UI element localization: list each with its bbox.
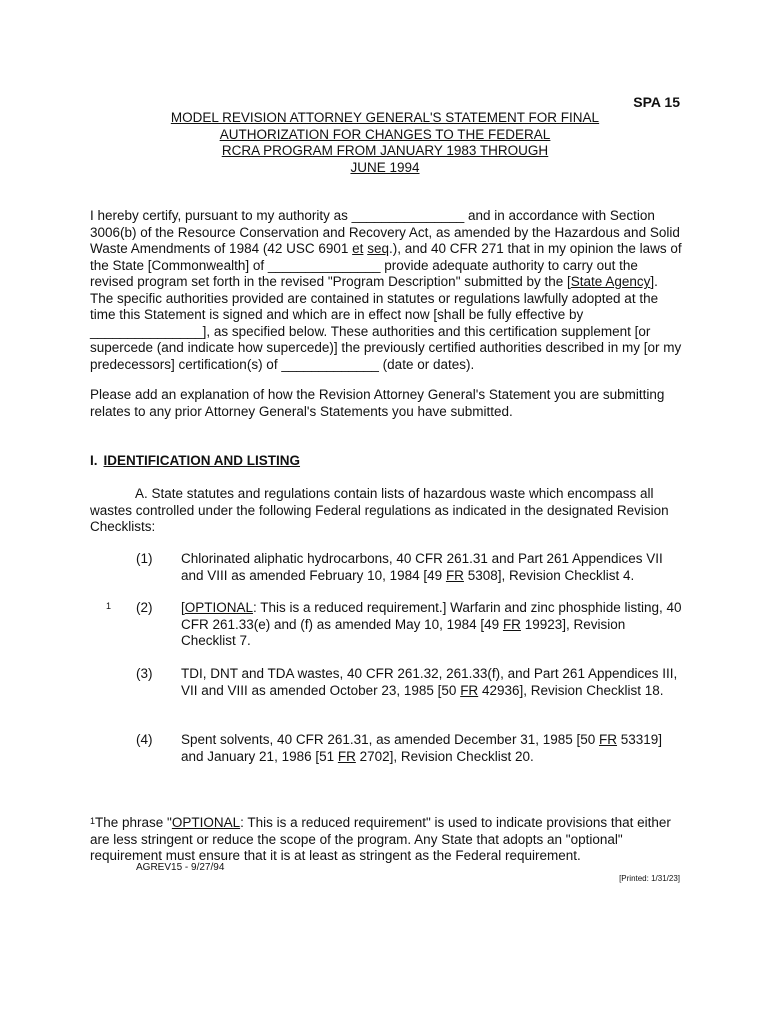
explanation-paragraph: Please add an explanation of how the Revision Attorney General's Statement you are submitting relates to any prior Attorney General's Statements you have submitted.: [90, 387, 665, 419]
title-line: JUNE 1994: [350, 159, 420, 175]
document-title: [90, 110, 680, 176]
title-line: RCRA PROGRAM FROM JANUARY 1983 THROUGH: [221, 143, 549, 158]
section-intro: A. State statutes and regulations contain lists of hazardous waste which encompass all wastes controlled under the following Federal regulations as indicated in the designated Revision Checklists:: [90, 486, 669, 534]
section-heading: I. IDENTIFICATION AND LISTING: [90, 453, 301, 468]
list-item: Spent solvents, 40 CFR 261.31, as amended December 31, 1985 [50 FR 53319] and January 21, 1986 [51 FR 2702], Revision Checklist 20.: [181, 732, 663, 764]
list-item-number: (4): [136, 732, 153, 747]
list-item-number: (2): [136, 600, 153, 615]
footnote-marker: 1: [106, 601, 112, 611]
document-id: SPA 15: [633, 94, 680, 110]
list-item: TDI, DNT and TDA wastes, 40 CFR 261.32, 261.33(f), and Part 261 Appendices III, VII and VIII as amended October 23, 1985 [50 FR 42936], Revision Checklist 18.: [181, 666, 678, 698]
revision-code: AGREV15 - 9/27/94: [136, 862, 225, 873]
list-item: [OPTIONAL: This is a reduced requirement.] Warfarin and zinc phosphide listing, 40 CFR 261.33(e) and (f) as amended May 10, 1984 [49 FR 19923], Revision Checklist 7.: [181, 600, 682, 648]
title-line: MODEL REVISION ATTORNEY GENERAL'S STATEMENT FOR FINAL: [170, 110, 600, 125]
list-item-number: (3): [136, 666, 153, 681]
title-line: AUTHORIZATION FOR CHANGES TO THE FEDERAL: [219, 126, 551, 142]
certification-paragraph: I hereby certify, pursuant to my authority as _______________ and in accordance with Section 3006(b) of the Resource Conservation and Recovery Act, as amended by the Hazardous and Solid Waste Amendments of 1984 (42 USC 6901 et seq.), and 40 CFR 271 that in my opinion the laws of the State [Commonwealth] of _______________ provide adequate authority to carry out the revised program set forth in the revised "Program Description" submitted by the [State Agency]. The specific authorities provided are contained in statutes or regulations lawfully adopted at the time this Statement is signed and which are in effect now [shall be fully effective by _______________], as specified below. These authorities and this certification supplement [or supercede (and indicate how supercede)] the previously certified authorities described in my [or my predecessors] certification(s) of _____________ (date or dates).: [90, 208, 682, 372]
footnote: $^1$The phrase "OPTIONAL: This is a reduced requirement" is used to indicate provisions that either are less stringent or reduce the scope of the program. Any State that adopts an "optional" requirement must ensure that it is at least as stringent as the Federal requirement.: [90, 815, 671, 863]
list-item: Chlorinated aliphatic hydrocarbons, 40 CFR 261.31 and Part 261 Appendices VII and VIII as amended February 10, 1984 [49 FR 5308], Revision Checklist 4.: [181, 551, 663, 583]
list-item-number: (1): [136, 551, 153, 566]
printed-date: [Printed: 1/31/23]: [619, 874, 680, 883]
